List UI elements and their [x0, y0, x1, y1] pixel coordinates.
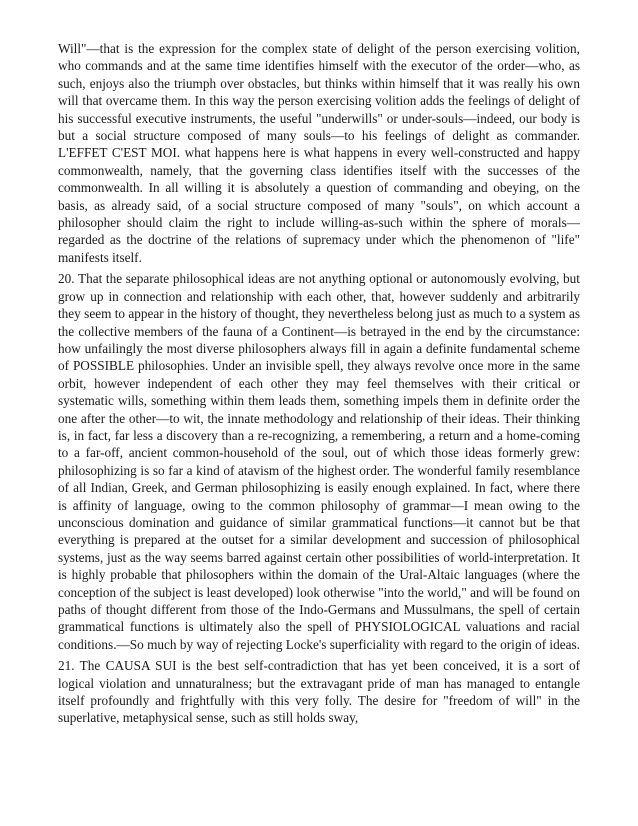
paragraph-continued-will: Will"—that is the expression for the complex state of delight of the person exercising volition, who commands and at the same time identifies himself with the executor of the order—who, as such, enjoys also the triumph over obstacles, but thinks within himself that it was really his own will that overcame them. In this way the person exercising volition adds the feelings of delight of his successful executive instruments, the useful "underwills" or under-souls—indeed, our body is but a social structure composed of many souls—to his feelings of delight as commander. L'EFFET C'EST MOI. what happens here is what happens in every well-constructed and happy commonwealth, namely, that the governing class identifies itself with the successes of the commonwealth. In all willing it is absolutely a question of commanding and obeying, on the basis, as already said, of a social structure composed of many "souls", on which account a philosopher should claim the right to include willing-as-such within the sphere of morals—regarded as the doctrine of the relations of supremacy under which the phenomenon of "life" manifests itself. — [58, 41, 580, 265]
paragraph-section-21: 21. The CAUSA SUI is the best self-contradiction that has yet been conceived, it is a sort of logical violation and unnaturalness; but the extravagant pride of man has managed to entangle itself profoundly and frightfully with this very folly. The desire for "freedom of will" in the superlative, metaphysical sense, such as still holds sway, — [58, 658, 580, 726]
document-page — [58, 40, 580, 731]
paragraph-section-20: 20. That the separate philosophical ideas are not anything optional or autonomously evolving, but grow up in connection and relationship with each other, that, however suddenly and arbitrarily they seem to appear in the history of thought, they nevertheless belong just as much to a system as the collective members of the fauna of a Continent—is betrayed in the end by the circumstance: how unfailingly the most diverse philosophers always fill in again a definite fundamental scheme of POSSIBLE philosophies. Under an invisible spell, they always revolve once more in the same orbit, however independent of each other they may feel themselves with their critical or systematic wills, something within them leads them, something impels them in definite order the one after the other—to wit, the innate methodology and relationship of their ideas. Their thinking is, in fact, far less a discovery than a re-recognizing, a remembering, a return and a home-coming to a far-off, ancient common-household of the soul, out of which those ideas formerly grew: philosophizing is so far a kind of atavism of the highest order. The wonderful family resemblance of all Indian, Greek, and German philosophizing is easily enough explained. In fact, where there is affinity of language, owing to the common philosophy of grammar—I mean owing to the unconscious domination and guidance of similar grammatical functions—it cannot but be that everything is prepared at the outset for a similar development and succession of philosophical systems, just as the way seems barred against certain other possibilities of world-interpretation. It is highly probable that philosophers within the domain of the Ural-Altaic languages (where the conception of the subject is least developed) look otherwise "into the world," and will be found on paths of thought different from those of the Indo-Germans and Mussulmans, the spell of certain grammatical functions is ultimately also the spell of PHYSIOLOGICAL valuations and racial conditions.—So much by way of rejecting Locke's superficiality with regard to the origin of ideas. — [58, 271, 580, 652]
